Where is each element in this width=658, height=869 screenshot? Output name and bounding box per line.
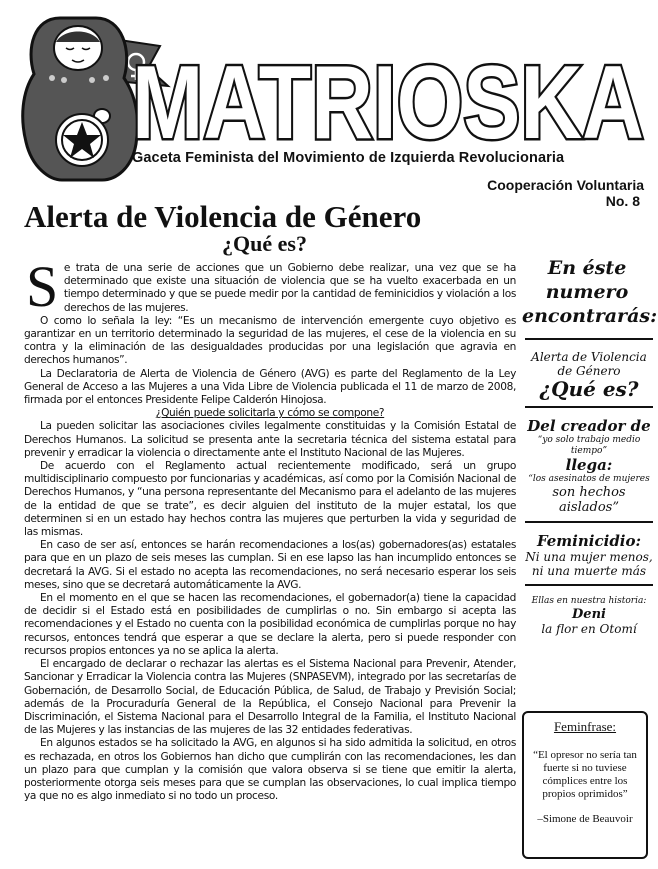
feminfrase-quote: “El opresor no sería tan fuerte si no tuviese cómplices entre los propios oprimidos” bbox=[533, 749, 637, 800]
drop-cap: S bbox=[26, 254, 58, 319]
svg-text:MATRIOSKA: MATRIOSKA bbox=[132, 52, 644, 148]
masthead-subtitle: Gaceta Feminista del Movimiento de Izquierda Revolucionaria bbox=[132, 150, 565, 166]
article-paragraph: De acuerdo con el Reglamento actual recientemente modificado, será un grupo multidisciplinario compuesto por funcionarias y académicas, así como por la Comisión Nacional de Derechos Humanos, y “una persona representante del Mecanismo para el adelanto de las mujeres de la entidad de que se trate”, es decir alguien del instituto de la mujer estatal, los que determinen si en un estado hay hechos contra las mujeres que perturben la vida y seguridad de las mismas. bbox=[24, 460, 516, 539]
sidebar-heading: En éste numero encontrarás: bbox=[522, 257, 658, 327]
contents-item-feminicidio[interactable]: Feminicidio: Ni una mujer menos, ni una muerte más bbox=[525, 521, 653, 584]
article-paragraph: e trata de una serie de acciones que un Gobierno debe realizar, una vez que se ha determinado que existe una situación de violencia que se ha vuelto exacerbada en un tiempo determinado y que se puede medir por la cantidad de feminicidios y violación a los derechos de las mujeres. bbox=[63, 262, 516, 314]
article-paragraph: La Declaratoria de Alerta de Violencia de Género (AVG) es parte del Reglamento de la Ley General de Acceso a las Mujeres a una Vida Libre de Violencia publicada el 11 de marzo de 2008, firmada por el entonces Presidente Felipe Calderón Hinojosa. bbox=[24, 367, 516, 407]
contents-item-deni[interactable]: Ellas en nuestra historia: Deni la flor en Otomí bbox=[525, 584, 653, 642]
article-title: Alerta de Violencia de Género bbox=[24, 199, 422, 234]
feminfrase-heading: Feminfrase: bbox=[553, 719, 617, 734]
issue-number: No. 8 bbox=[605, 193, 640, 209]
svg-text:MATRIOSKA: MATRIOSKA bbox=[132, 52, 644, 148]
feminfrase-author: –Simone de Beauvoir bbox=[537, 813, 633, 825]
article-subtitle: ¿Qué es? bbox=[222, 231, 307, 256]
article-paragraph: En caso de ser así, entonces se harán recomendaciones a los(as) gobernadores(as) estatales para que en un plazo de seis meses las cumplan. Si en ese lapso las han incumplido entonces se decretará la AVG. Si el estado no acepta las recomendaciones, no será necesario esperar los seis meses, sino que se decretará automáticamente la AVG. bbox=[24, 539, 516, 591]
cooperation-label: Cooperación Voluntaria bbox=[487, 177, 644, 193]
contents-item-alerta[interactable]: Alerta de Violencia de Género ¿Qué es? bbox=[525, 338, 653, 406]
article-paragraph: El encargado de declarar o rechazar las alertas es el Sistema Nacional para Prevenir, Atender, Sancionar y Erradicar la Violencia contra las Mujeres (SNPASEVM), integrado por las secretarías de Gobernación, de Desarrollo Social, de Educación Pública, de Salud, de Trabajo y Previsión Social; además de la Procuraduría General de la República, el Consejo Nacional para Prevenir la Discriminación, el Sistema Nacional para el Desarrollo Integral de la Familia, el Instituto Nacional de las Mujeres y las instancias de las mujeres de las 32 entidades federativas. bbox=[24, 658, 516, 737]
article-paragraph: O como lo señala la ley: “Es un mecanismo de intervención emergente cuyo objetivo es garantizar en un territorio determinado la seguridad de las mujeres, el cese de la violencia en su contra y la eliminación de las desigualdades producidas por una legislación que agravia en derechos humanos”. bbox=[24, 314, 516, 367]
article-paragraph: En algunos estados se ha solicitado la AVG, en algunos si ha sido admitida la solicitud, en otros es rechazada, en otros los Gobiernos han dicho que cumplirán con las recomendaciones, les dan un plazo para que cumplan y la comisión que valora observa si se tiene que emitir la alerta, posteriormente otorga seis meses para que se cumplan las observaciones, lo cual implica tiempo ya que no es algo inmediato si no todo un proceso. bbox=[24, 737, 516, 803]
feminfrase-box bbox=[522, 711, 648, 859]
section-question: ¿Quién puede solicitarla y cómo se compone? bbox=[155, 407, 385, 420]
article-paragraph: En el momento en el que se hacen las recomendaciones, el gobernador(a) tiene la capacidad de decidir si el Estado está en posibilidades de cumplirlas o no. Sin embargo si acepta las recomendaciones y el Estado no cuenta con la posibilidad económica de cumplirlas porque no hay recursos, entonces tendrá que esperar a que se declare la alerta, pero si puede responder con recursos propios entonces ya no se aplica la alerta. bbox=[24, 592, 516, 657]
article-body bbox=[24, 254, 516, 803]
contents-list bbox=[525, 338, 653, 642]
masthead-title bbox=[128, 52, 648, 148]
article-paragraph: La pueden solicitar las asociaciones civiles legalmente constituidas y la Comisión Estatal de Derechos Humanos. La solicitud se presenta ante la secretaria técnica del sistema estatal para prevenir y erradicar la violencia o directamente ante el Instituto Nacional de las Mujeres. bbox=[24, 420, 516, 459]
contents-item-creador[interactable]: Del creador de “yo solo trabajo medio tiempo” llega: “los asesinatos de mujeres son hechos aislados” bbox=[525, 406, 653, 521]
